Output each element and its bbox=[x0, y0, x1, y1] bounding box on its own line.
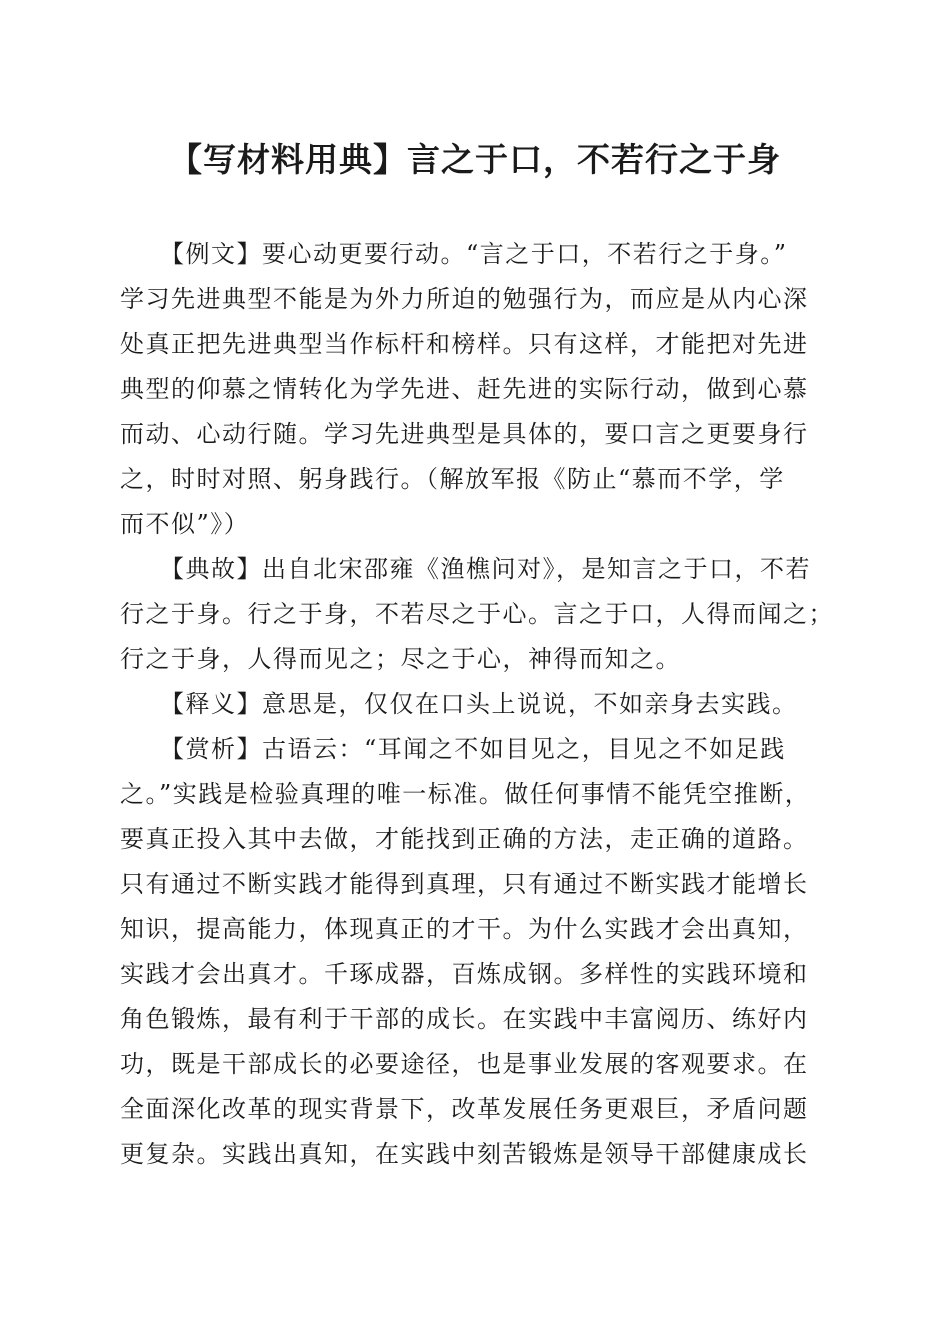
text-line: 角色锻炼，最有利于干部的成长。在实践中丰富阅历、练好内 bbox=[120, 1005, 809, 1033]
text-line: 【例文】要心动更要行动。“言之于口，不若行之于身。” bbox=[160, 240, 788, 268]
text-line: 全面深化改革的现实背景下，改革发展任务更艰巨，矛盾问题 bbox=[120, 1095, 809, 1123]
text-line: 而不似”》） bbox=[120, 510, 250, 538]
text-line: 只有通过不断实践才能得到真理，只有通过不断实践才能增长 bbox=[120, 870, 809, 898]
text-line: 之。”实践是检验真理的唯一标准。做任何事情不能凭空推断， bbox=[120, 780, 811, 808]
text-line: 学习先进典型不能是为外力所迫的勉强行为，而应是从内心深 bbox=[120, 285, 809, 313]
page-title: 【写材料用典】言之于口，不若行之于身 bbox=[169, 140, 781, 179]
text-line: 行之于身，人得而见之；尽之于心，神得而知之。 bbox=[120, 645, 681, 673]
text-line: 实践才会出真才。千琢成器，百炼成钢。多样性的实践环境和 bbox=[120, 960, 809, 988]
text-line: 处真正把先进典型当作标杆和榜样。只有这样，才能把对先进 bbox=[120, 330, 809, 358]
paragraph-example bbox=[120, 232, 836, 547]
text-line: 【典故】出自北宋邵雍《渔樵问对》，是知言之于口，不若 bbox=[160, 555, 811, 583]
text-line: 【释义】意思是，仅仅在口头上说说，不如亲身去实践。 bbox=[160, 690, 798, 718]
text-line: 更复杂。实践出真知，在实践中刻苦锻炼是领导干部健康成长 bbox=[120, 1140, 809, 1168]
text-line: 典型的仰慕之情转化为学先进、赶先进的实际行动，做到心慕 bbox=[120, 375, 809, 403]
text-line: 【赏析】古语云：“耳闻之不如目见之，目见之不如足践 bbox=[160, 735, 786, 763]
text-line: 而动、心动行随。学习先进典型是具体的，要口言之更要身行 bbox=[120, 420, 809, 448]
paragraph-meaning bbox=[120, 682, 836, 727]
text-line: 知识，提高能力，体现真正的才干。为什么实践才会出真知， bbox=[120, 915, 809, 943]
paragraph-analysis bbox=[120, 727, 836, 1177]
text-line: 之，时时对照、躬身践行。（解放军报《防止“慕而不学，学 bbox=[120, 465, 785, 493]
text-line: 要真正投入其中去做，才能找到正确的方法，走正确的道路。 bbox=[120, 825, 809, 853]
text-line: 功，既是干部成长的必要途径，也是事业发展的客观要求。在 bbox=[120, 1050, 809, 1078]
text-line: 行之于身。行之于身，不若尽之于心。言之于口，人得而闻之； bbox=[120, 600, 834, 628]
document-body bbox=[120, 232, 836, 1177]
paragraph-allusion bbox=[120, 547, 836, 682]
